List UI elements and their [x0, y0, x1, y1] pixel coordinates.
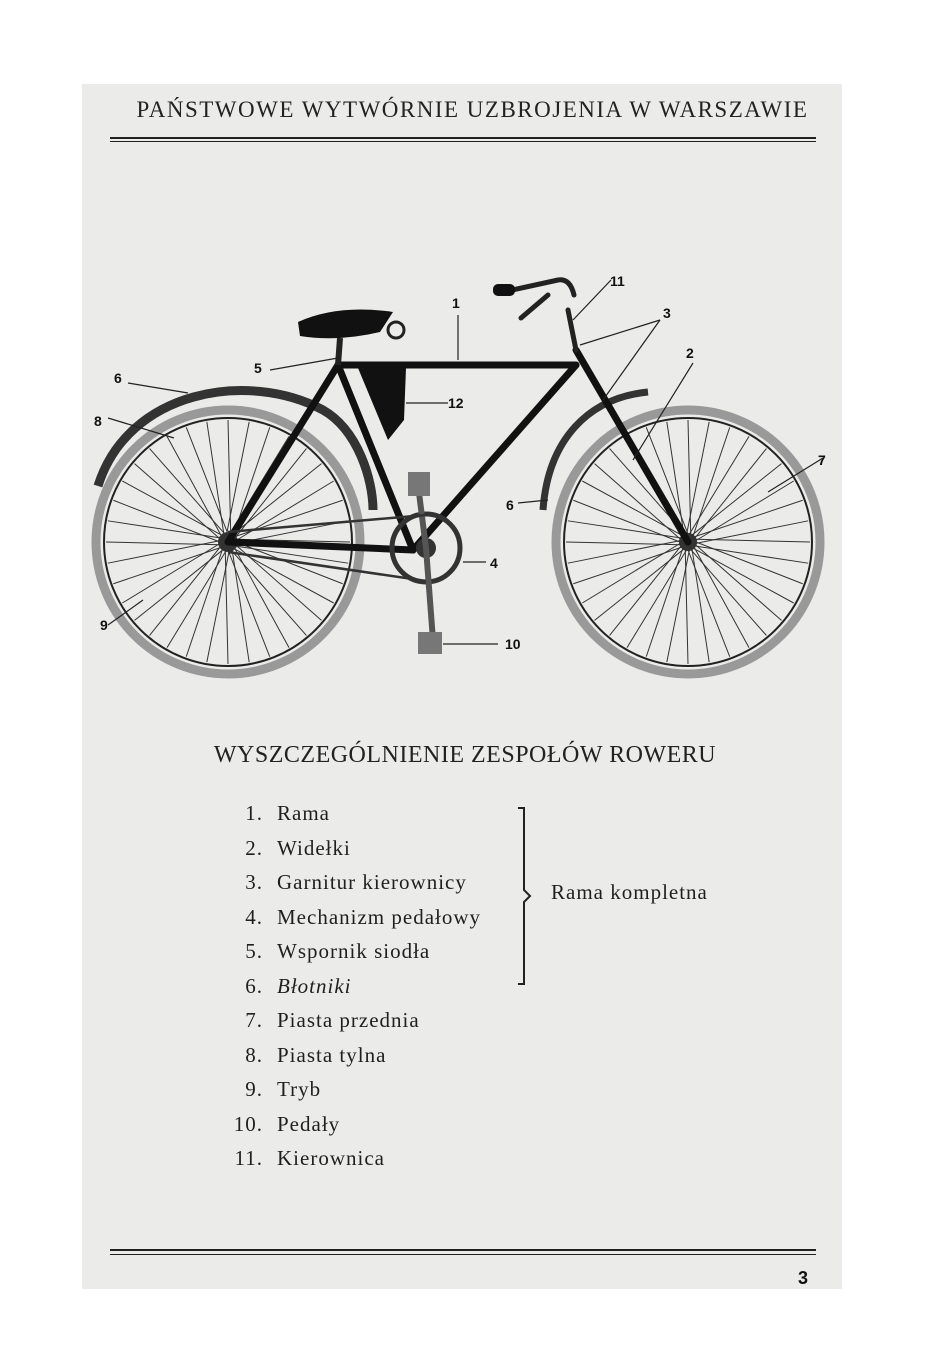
callout-label: 9	[100, 617, 108, 633]
crankset	[392, 472, 460, 654]
wheel-spoke	[627, 550, 687, 648]
list-item	[215, 974, 481, 1009]
list-item	[215, 801, 481, 836]
footer-rule-thin	[110, 1254, 816, 1255]
item-label: Rama	[277, 801, 330, 825]
header-rule	[110, 137, 816, 139]
wheel-spoke	[687, 422, 710, 534]
wheel-spoke	[167, 436, 222, 537]
list-item	[215, 939, 481, 974]
wheel-spoke	[694, 547, 749, 648]
item-label: Piasta przednia	[277, 1008, 420, 1032]
wheel-spoke	[167, 550, 227, 648]
callout-label: 2	[686, 345, 694, 361]
page-number: 3	[798, 1268, 809, 1288]
callout-lines	[108, 280, 823, 644]
wheel-spoke	[692, 549, 709, 662]
wheel-spoke	[689, 436, 749, 534]
wheel-spoke	[667, 550, 690, 662]
callout-label: 7	[818, 452, 826, 468]
callout-labels	[94, 273, 826, 652]
wheel-spoke	[207, 422, 224, 535]
footer-rule	[110, 1249, 816, 1251]
grouping-brace	[512, 806, 532, 986]
list-item	[215, 1112, 481, 1147]
wheel-spoke	[207, 550, 230, 662]
item-number: 2.	[245, 835, 263, 860]
item-number: 11.	[234, 1146, 263, 1170]
callout-label: 6	[114, 370, 122, 386]
item-number: 9.	[245, 1077, 263, 1101]
parts-list	[215, 801, 481, 1181]
wheel-spoke	[106, 542, 220, 545]
item-label: Błotniki	[277, 973, 352, 998]
list-item	[215, 1043, 481, 1078]
item-number: 8.	[245, 1042, 263, 1067]
wheel-spoke	[113, 500, 220, 542]
callout-label: 11	[610, 273, 625, 289]
item-label: Widełki	[277, 835, 351, 860]
list-item	[215, 1008, 481, 1043]
item-number: 10.	[233, 1111, 263, 1136]
frame	[228, 350, 688, 550]
grip	[493, 284, 515, 296]
item-label: Mechanizm pedałowy	[277, 904, 482, 929]
item-number: 3.	[245, 870, 263, 894]
wheel-spoke	[234, 547, 289, 648]
page-header: PAŃSTWOWE WYTWÓRNIE UZBROJENIA W WARSZAWIE	[136, 97, 809, 122]
callout-label: 3	[663, 305, 671, 321]
bicycle-illustration	[88, 260, 848, 690]
callout-label: 10	[505, 636, 521, 652]
section-title: WYSZCZEGÓLNIENIE ZESPOŁÓW ROWERU	[213, 742, 717, 768]
header-rule-thin	[110, 141, 816, 142]
wheel-spoke	[696, 521, 808, 544]
item-label: Piasta tylna	[277, 1042, 387, 1067]
wheel-spoke	[696, 545, 782, 621]
item-label: Wspornik siodła	[277, 939, 431, 963]
callout-label: 5	[254, 360, 262, 376]
group-label: Rama kompletna	[551, 880, 708, 904]
item-number: 4.	[245, 904, 263, 929]
item-number: 7.	[245, 1008, 263, 1032]
list-item	[215, 1146, 481, 1181]
item-number: 5.	[245, 939, 263, 963]
saddle	[298, 310, 393, 339]
item-label: Pedały	[277, 1111, 341, 1136]
wheel-spoke	[232, 549, 249, 662]
wheel-spoke	[566, 542, 680, 545]
callout-label: 6	[506, 497, 514, 513]
list-item	[215, 1077, 481, 1112]
wheel-spoke	[135, 464, 221, 540]
item-label: Kierownica	[277, 1146, 385, 1170]
item-label: Tryb	[277, 1077, 322, 1101]
item-number: 6.	[245, 973, 263, 998]
callout-label: 8	[94, 413, 102, 429]
list-item	[215, 870, 481, 905]
wheel-spoke	[696, 542, 803, 584]
item-label: Garnitur kierownicy	[277, 870, 467, 894]
callout-label: 1	[452, 295, 460, 311]
callout-label: 4	[490, 555, 498, 571]
item-number: 1.	[245, 801, 263, 825]
list-item	[215, 905, 481, 940]
callout-label: 12	[448, 395, 464, 411]
list-item	[215, 836, 481, 871]
